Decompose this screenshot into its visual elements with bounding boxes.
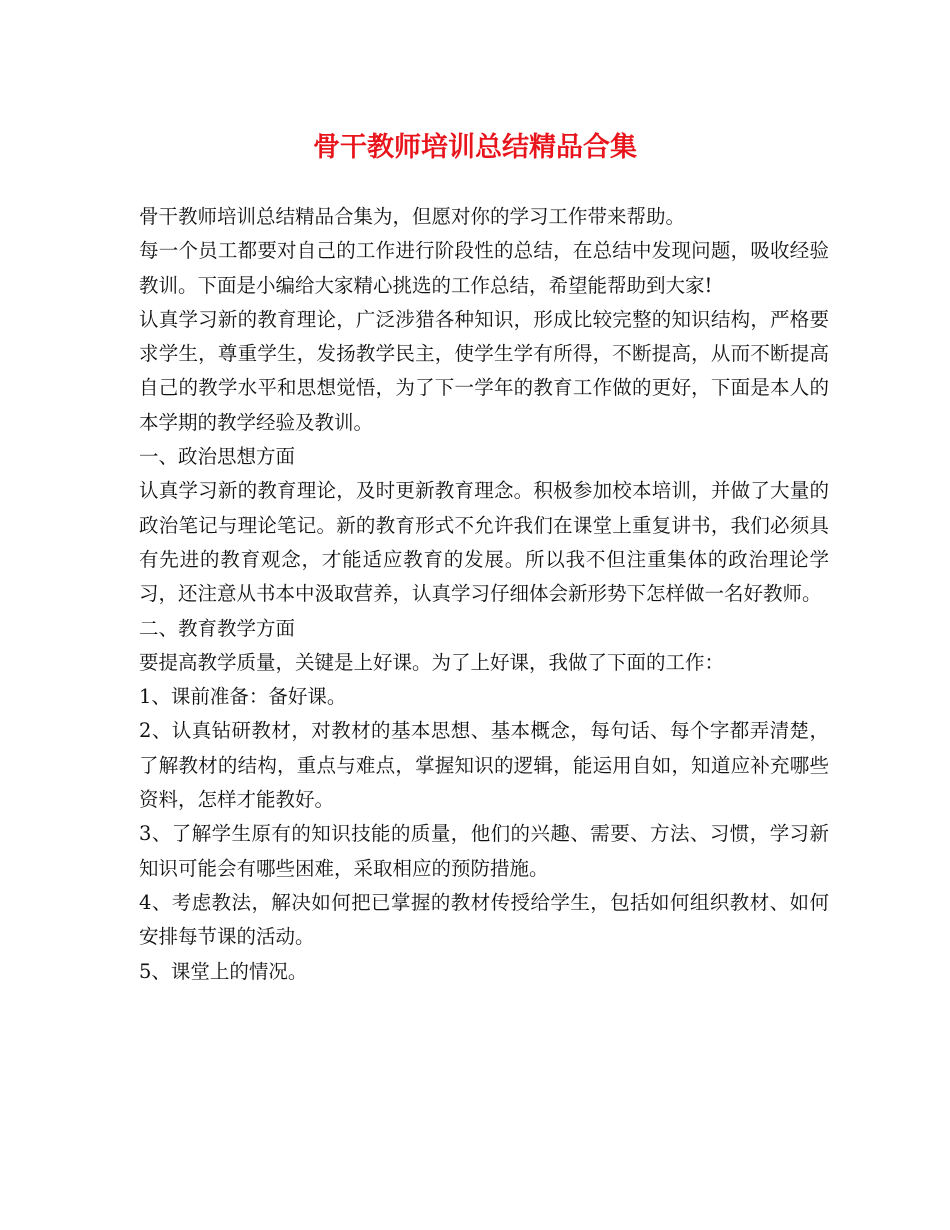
- paragraph-overview: 认真学习新的教育理论，广泛涉猎各种知识，形成比较完整的知识结构，严格要求学生，尊重学生，发扬教学民主，使学生学有所得，不断提高，从而不断提高自己的教学水平和思想觉悟，为了下一学年的教育工作做的更好，下面是本人的本学期的教学经验及教训。: [139, 307, 829, 434]
- list-item-5: 5、课堂上的情况。: [139, 959, 308, 983]
- document-title: 骨干教师培训总结精品合集: [313, 132, 637, 163]
- paragraph-intro: 骨干教师培训总结精品合集为，但愿对你的学习工作带来帮助。: [139, 205, 686, 228]
- section-heading-political: 一、政治思想方面: [139, 445, 296, 469]
- list-item-3: 3、了解学生原有的知识技能的质量，他们的兴趣、需要、方法、习惯，学习新知识可能会有哪些困难，采取相应的预防措施。: [139, 822, 829, 880]
- paragraph-teaching-intro: 要提高教学质量，关键是上好课。为了上好课，我做了下面的工作：: [139, 650, 725, 674]
- list-item-4: 4、考虑教法，解决如何把已掌握的教材传授给学生，包括如何组织教材、如何安排每节课的活动。: [139, 890, 829, 949]
- list-item-2: 2、认真钻研教材，对教材的基本思想、基本概念，每句话、每个字都弄清楚，了解教材的结构，重点与难点，掌握知识的逻辑，能运用自如，知道应补充哪些资料，怎样才能教好。: [139, 719, 829, 812]
- paragraph-political: 认真学习新的教育理论，及时更新教育理念。积极参加校本培训，并做了大量的政治笔记与理论笔记。新的教育形式不允许我们在课堂上重复讲书，我们必须具有先进的教育观念，才能适应教育的发展。所以我不但注重集体的政治理论学习，还注意从书本中汲取营养，认真学习仔细体会新形势下怎样做一名好教师。: [139, 479, 829, 606]
- document-body: [139, 200, 829, 989]
- section-heading-teaching: 二、教育教学方面: [139, 616, 296, 640]
- paragraph-summary-purpose: 每一个员工都要对自己的工作进行阶段性的总结，在总结中发现问题，吸收经验教训。下面是小编给大家精心挑选的工作总结，希望能帮助到大家!: [139, 239, 829, 297]
- list-item-1: 1、课前准备：备好课。: [139, 685, 347, 709]
